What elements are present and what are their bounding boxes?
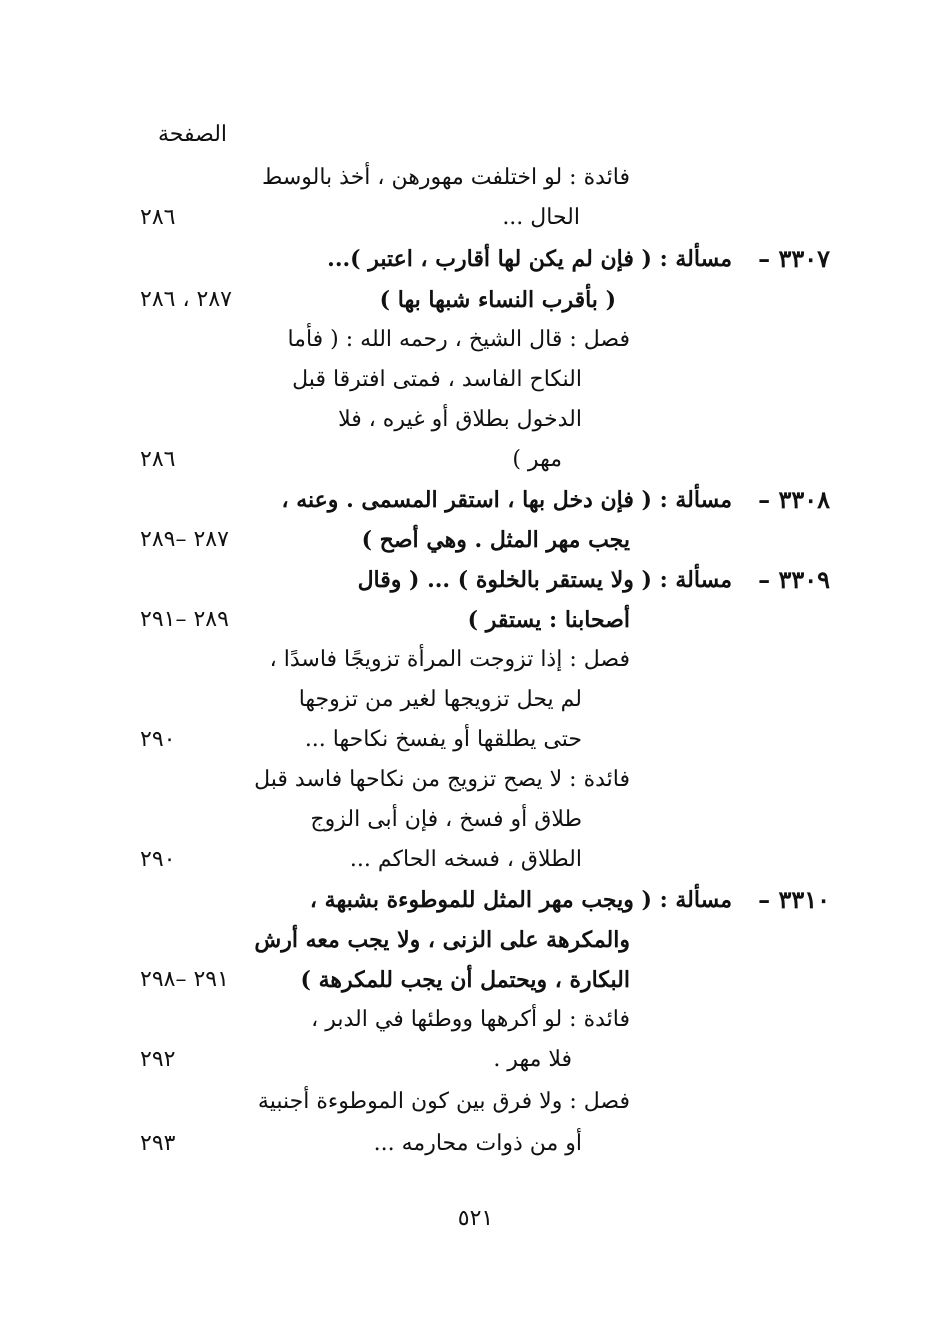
index-entry	[120, 1000, 820, 1040]
index-entry	[120, 320, 820, 360]
entry-text: فصل : إذا تزوجت المرأة تزويجًا فاسدًا ،	[269, 647, 630, 672]
index-entry	[120, 1124, 820, 1164]
entry-text: يجب مهر المثل . وهي أصح )	[361, 527, 630, 553]
entry-text: الحال ...	[502, 205, 580, 230]
entry-text: فائدة : لا يصح تزويج من نكاحها فاسد قبل	[254, 767, 630, 792]
entry-number: ٣٣٠٩ –	[758, 565, 830, 594]
index-entry	[120, 400, 820, 440]
entry-page-ref: ٢٩٠	[140, 847, 176, 872]
index-entry	[120, 360, 820, 400]
index-entry	[120, 158, 820, 198]
entry-text: البكارة ، ويحتمل أن يجب للمكرهة )	[300, 967, 630, 993]
entry-text: مهر )	[512, 447, 562, 472]
entry-text: حتى يطلقها أو يفسخ نكاحها ...	[304, 727, 582, 752]
entry-text: لم يحل تزويجها لغير من تزوجها	[298, 687, 582, 712]
entry-page-ref: ٢٩٢	[140, 1047, 176, 1072]
index-entry	[120, 840, 820, 880]
index-entry	[120, 920, 820, 960]
entry-page-ref: ٢٨٧ ، ٢٨٦	[140, 287, 232, 312]
entry-page-ref: ٢٨٧ –٢٨٩	[140, 527, 229, 552]
entry-text: فلا مهر .	[493, 1047, 572, 1072]
page-number: ٥٢١	[457, 1206, 494, 1231]
entry-page-ref: ٢٨٦	[140, 205, 176, 230]
index-entry	[120, 280, 820, 320]
index-entry	[120, 560, 830, 600]
index-entry	[120, 440, 820, 480]
entry-text: مسألة : ( ولا يستقر بالخلوة ) ... ( وقال	[357, 567, 732, 593]
entry-page-ref: ٢٩١ –٢٩٨	[140, 967, 229, 992]
entry-number: ٣٣٠٨ –	[758, 485, 830, 514]
entry-text: أو من ذوات محارمه ...	[373, 1131, 582, 1156]
page-column-header: الصفحة	[158, 122, 228, 147]
index-entry	[120, 480, 830, 520]
entry-text: أصحابنا : يستقر )	[467, 607, 630, 633]
entry-text: الدخول بطلاق أو غيره ، فلا	[338, 407, 582, 432]
entry-text: مسألة : ( فإن لم يكن لها أقارب ، اعتبر )...	[327, 246, 732, 272]
entry-number: ٣٣١٠ –	[758, 885, 830, 914]
index-entry	[120, 198, 820, 238]
entry-page-ref: ٢٨٦	[140, 447, 176, 472]
entry-text: فائدة : لو اختلفت مهورهن ، أخذ بالوسط	[261, 165, 630, 190]
entry-page-ref: ٢٨٩ –٢٩١	[140, 607, 229, 632]
entry-text: فصل : قال الشيخ ، رحمه الله : ( فأما	[287, 327, 630, 352]
index-entry	[120, 960, 820, 1000]
index-entry	[120, 800, 820, 840]
entry-text: فصل : ولا فرق بين كون الموطوءة أجنبية	[257, 1089, 630, 1114]
entry-text: ( بأقرب النساء شبها بها )	[379, 287, 616, 313]
index-entry	[120, 880, 830, 920]
entry-text: الطلاق ، فسخه الحاكم ...	[349, 847, 582, 872]
entry-text: والمكرهة على الزنى ، ولا يجب معه أرش	[254, 927, 630, 953]
entry-text: فائدة : لو أكرهها ووطئها في الدبر ،	[311, 1007, 630, 1032]
entry-text: مسألة : ( فإن دخل بها ، استقر المسمى . وعنه ،	[281, 487, 732, 513]
entry-page-ref: ٢٩٠	[140, 727, 176, 752]
index-entry	[120, 239, 830, 279]
entry-text: طلاق أو فسخ ، فإن أبى الزوج	[310, 807, 582, 832]
entry-number: ٣٣٠٧ –	[758, 244, 830, 273]
index-entry	[120, 720, 820, 760]
index-entry	[120, 1082, 820, 1122]
entry-text: مسألة : ( ويجب مهر المثل للموطوءة بشبهة ،	[309, 887, 732, 913]
index-entry	[120, 760, 820, 800]
index-entry	[120, 520, 820, 560]
index-entry	[120, 680, 820, 720]
index-entry	[120, 640, 820, 680]
index-entry	[120, 1040, 820, 1080]
entry-page-ref: ٢٩٣	[140, 1131, 176, 1156]
index-entry	[120, 600, 820, 640]
entry-text: النكاح الفاسد ، فمتى افترقا قبل	[292, 367, 582, 392]
